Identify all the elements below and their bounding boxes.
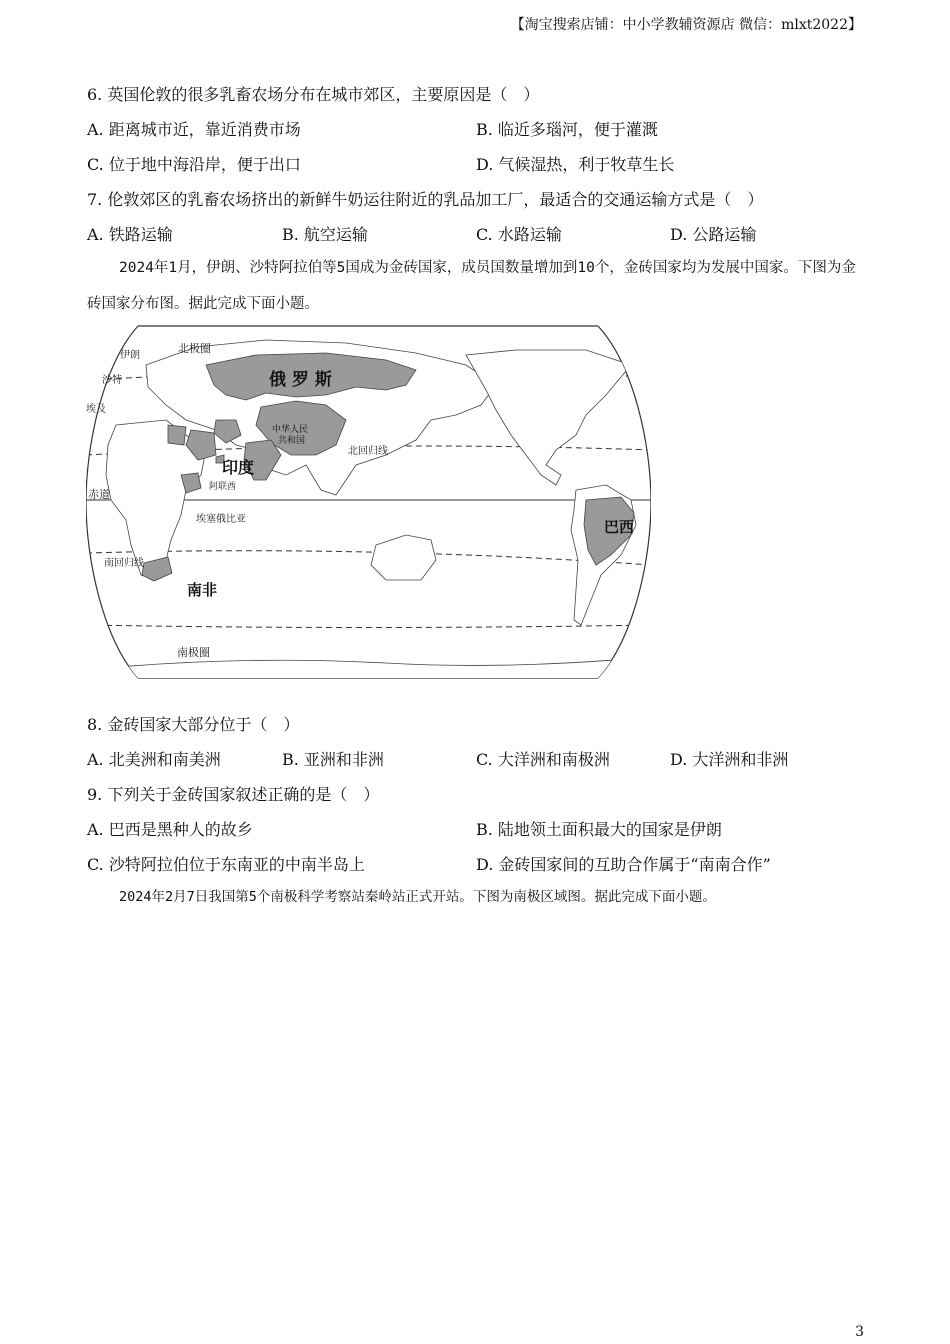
- q7-option-d: D. 公路运输: [670, 225, 757, 244]
- label-india: 印度: [222, 458, 255, 477]
- page-header: 【淘宝搜索店铺：中小学教辅资源店 微信：mlxt2022】: [510, 17, 862, 33]
- label-tropic-of-cancer: 北回归线: [348, 446, 388, 457]
- label-china-line2: 共和国: [278, 436, 306, 446]
- label-russia: 俄 罗 斯: [269, 370, 332, 390]
- egypt-shape: [168, 425, 186, 445]
- label-equator: 赤道: [88, 488, 110, 501]
- q6-option-a: A. 距离城市近，靠近消费市场: [87, 120, 301, 139]
- q6-option-b: B. 临近多瑙河，便于灌溉: [476, 120, 658, 139]
- label-china-line1: 中华人民: [272, 425, 309, 435]
- q7-option-a: A. 铁路运输: [87, 225, 173, 244]
- brics-intro-paragraph: [87, 250, 867, 322]
- q7-option-c: C. 水路运输: [476, 225, 562, 244]
- brics-intro-text: 2024年1月，伊朗、沙特阿拉伯等5国成为金砖国家，成员国数量增加到10个，金砖国家均为发展中国家。下图为金砖国家分布图。据此完成下面小题。: [87, 260, 856, 312]
- page-number: 3: [855, 1324, 864, 1340]
- q9-option-b: B. 陆地领土面积最大的国家是伊朗: [476, 820, 722, 839]
- antarctic-intro-paragraph: [87, 879, 887, 915]
- label-antarctic-circle: 南极圈: [177, 646, 210, 659]
- q6-option-d: D. 气候湿热，利于牧草生长: [476, 155, 675, 174]
- question-8-stem: 8. 金砖国家大部分位于（ ）: [87, 715, 300, 734]
- q9-option-a: A. 巴西是黑种人的故乡: [87, 820, 253, 839]
- label-saudi: 沙特: [102, 375, 122, 386]
- antarctic-intro-text: 2024年2月7日我国第5个南极科学考察站秦岭站正式开站。下图为南极区域图。据此完成下面小题。: [119, 889, 716, 905]
- label-uae: 阿联酋: [209, 482, 237, 492]
- q9-option-c: C. 沙特阿拉伯位于东南亚的中南半岛上: [87, 855, 365, 874]
- q7-option-b: B. 航空运输: [282, 225, 368, 244]
- label-ethiopia: 埃塞俄比亚: [196, 514, 246, 525]
- q9-option-d: D. 金砖国家间的互助合作属于“南南合作”: [476, 855, 771, 874]
- label-south-africa: 南非: [187, 581, 218, 599]
- q8-option-d: D. 大洋洲和非洲: [670, 750, 789, 769]
- label-tropic-of-capricorn: 南回归线: [104, 558, 144, 569]
- q8-option-a: A. 北美洲和南美洲: [87, 750, 221, 769]
- question-7-stem: 7. 伦敦郊区的乳畜农场挤出的新鲜牛奶运往附近的乳品加工厂，最适合的交通运输方式是（ ）: [87, 190, 764, 209]
- q6-option-c: C. 位于地中海沿岸，便于出口: [87, 155, 301, 174]
- label-arctic-circle: 北极圈: [178, 342, 211, 355]
- label-egypt: 埃及: [86, 404, 106, 415]
- q8-option-b: B. 亚洲和非洲: [282, 750, 384, 769]
- label-iran: 伊朗: [120, 350, 140, 361]
- question-9-stem: 9. 下列关于金砖国家叙述正确的是（ ）: [87, 785, 380, 804]
- q8-option-c: C. 大洋洲和南极洲: [476, 750, 610, 769]
- question-6-stem: 6. 英国伦敦的很多乳畜农场分布在城市郊区，主要原因是（ ）: [87, 85, 540, 104]
- brics-world-map: [86, 325, 651, 679]
- label-brazil: 巴西: [604, 518, 635, 536]
